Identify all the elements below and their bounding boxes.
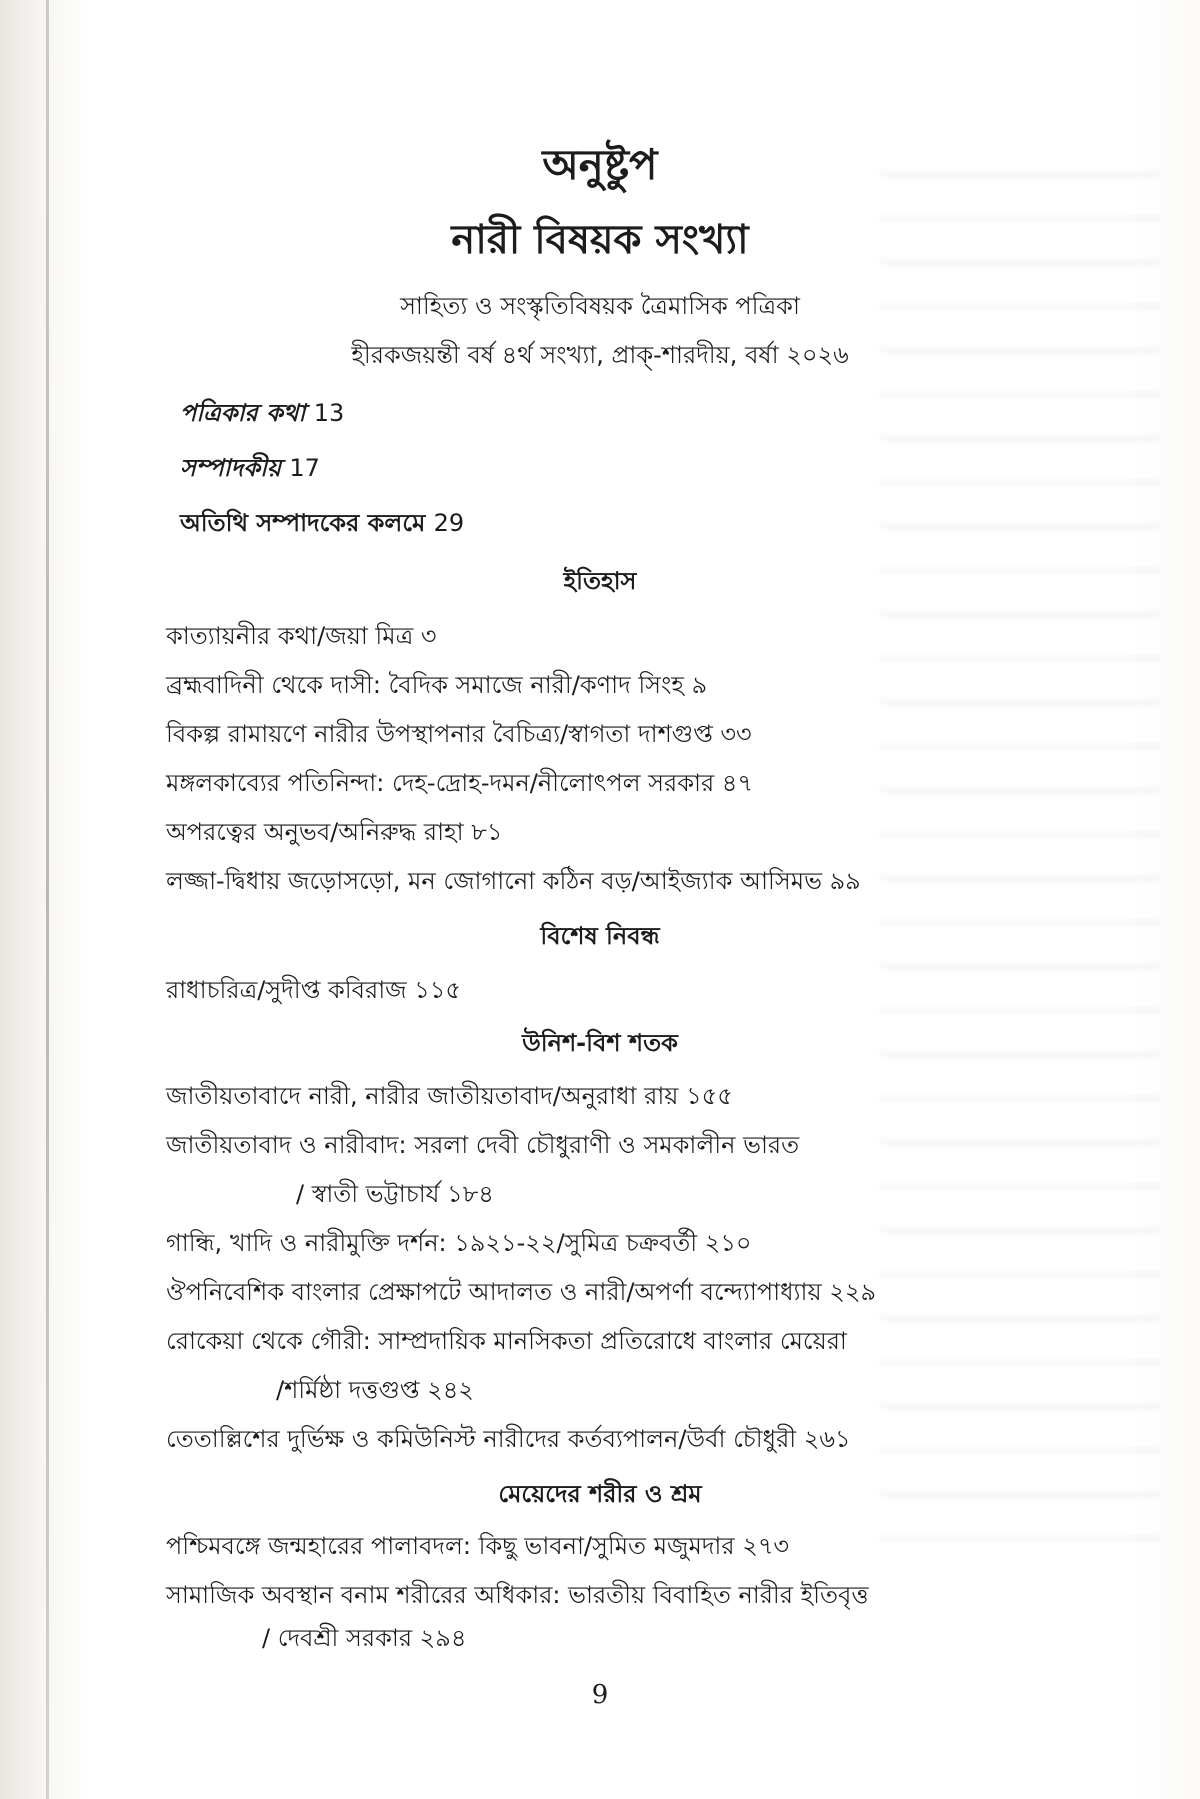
toc-entry-author: / স্বাতী ভট্টাচার্য ১৮৪	[296, 1180, 494, 1208]
issue-title: নারী বিষয়ক সংখ্যা	[451, 217, 749, 263]
toc-entry: জাতীয়তাবাদে নারী, নারীর জাতীয়তাবাদ/অনুরাধা রায় ১৫৫	[166, 1082, 733, 1110]
front-matter-item	[180, 505, 464, 545]
front-matter-title: অতিথি সম্পাদকের কলমে	[180, 509, 426, 537]
toc-entry: সামাজিক অবস্থান বনাম শরীরের অধিকার: ভারতীয় বিবাহিত নারীর ইতিবৃত্ত	[166, 1581, 869, 1609]
section-heading: উনিশ-বিশ শতক	[522, 1029, 678, 1057]
section-heading: ইতিহাস	[563, 567, 637, 595]
front-matter-item	[180, 395, 344, 435]
toc-entry: রোকেয়া থেকে গৌরী: সাম্প্রদায়িক মানসিকতা প্রতিরোধে বাংলার মেয়েরা	[166, 1327, 847, 1355]
toc-entry: তেতাল্লিশের দুর্ভিক্ষ ও কমিউনিস্ট নারীদের কর্তব্যপালন/উর্বা চৌধুরী ২৬১	[166, 1425, 851, 1453]
toc-entry: গান্ধি, খাদি ও নারীমুক্তি দর্শন: ১৯২১-২২/সুমিত্র চক্রবর্তী ২১০	[166, 1229, 752, 1257]
magazine-subtitle: সাহিত্য ও সংস্কৃতিবিষয়ক ত্রৈমাসিক পত্রিকা	[400, 292, 800, 320]
toc-entry: মঙ্গলকাব্যের পতিনিন্দা: দেহ-দ্রোহ-দমন/নীলোৎপল সরকার ৪৭	[166, 769, 753, 797]
toc-entry: কাত্যায়নীর কথা/জয়া মিত্র ৩	[166, 622, 437, 650]
front-matter-title: সম্পাদকীয়	[180, 454, 282, 482]
magazine-name: অনুষ্টুপ	[542, 140, 658, 189]
toc-entry: ব্রহ্মবাদিনী থেকে দাসী: বৈদিক সমাজে নারী/কণাদ সিংহ ৯	[166, 671, 708, 699]
front-matter-page: 29	[433, 509, 465, 537]
toc-entry-author: / দেবশ্রী সরকার ২৯৪	[262, 1624, 467, 1652]
front-matter-page: 13	[313, 399, 345, 427]
toc-entry: জাতীয়তাবাদ ও নারীবাদ: সরলা দেবী চৌধুরাণী ও সমকালীন ভারত	[166, 1131, 800, 1159]
toc-entry: বিকল্প রামায়ণে নারীর উপস্থাপনার বৈচিত্র্য/স্বাগতা দাশগুপ্ত ৩৩	[166, 720, 752, 748]
toc-entry: লজ্জা-দ্বিধায় জড়োসড়ো, মন জোগানো কঠিন বড়/আইজ্যাক আসিমভ ৯৯	[166, 867, 861, 895]
front-matter-page: 17	[289, 454, 320, 482]
toc-entry: রাধাচরিত্র/সুদীপ্ত কবিরাজ ১১৫	[166, 976, 461, 1004]
toc-entry-author: /শর্মিষ্ঠা দত্তগুপ্ত ২৪২	[276, 1376, 474, 1404]
section-heading: মেয়েদের শরীর ও শ্রম	[498, 1480, 702, 1508]
toc-entry: অপরত্বের অনুভব/অনিরুদ্ধ রাহা ৮১	[166, 818, 503, 846]
front-matter-title: পত্রিকার কথা	[180, 399, 306, 427]
toc-entry: ঔপনিবেশিক বাংলার প্রেক্ষাপটে আদালত ও নারী/অপর্ণা বন্দ্যোপাধ্যায় ২২৯	[166, 1278, 877, 1306]
section-heading: বিশেষ নিবন্ধ	[540, 922, 660, 950]
page-number: 9	[591, 1680, 609, 1710]
issue-info: হীরকজয়ন্তী বর্ষ ৪র্থ সংখ্যা, প্রাক্-শারদীয়, বর্ষা ২০২৬	[351, 341, 849, 369]
toc-entry: পশ্চিমবঙ্গে জন্মহারের পালাবদল: কিছু ভাবনা/সুমিত মজুমদার ২৭৩	[166, 1532, 790, 1560]
front-matter-item	[180, 450, 320, 490]
